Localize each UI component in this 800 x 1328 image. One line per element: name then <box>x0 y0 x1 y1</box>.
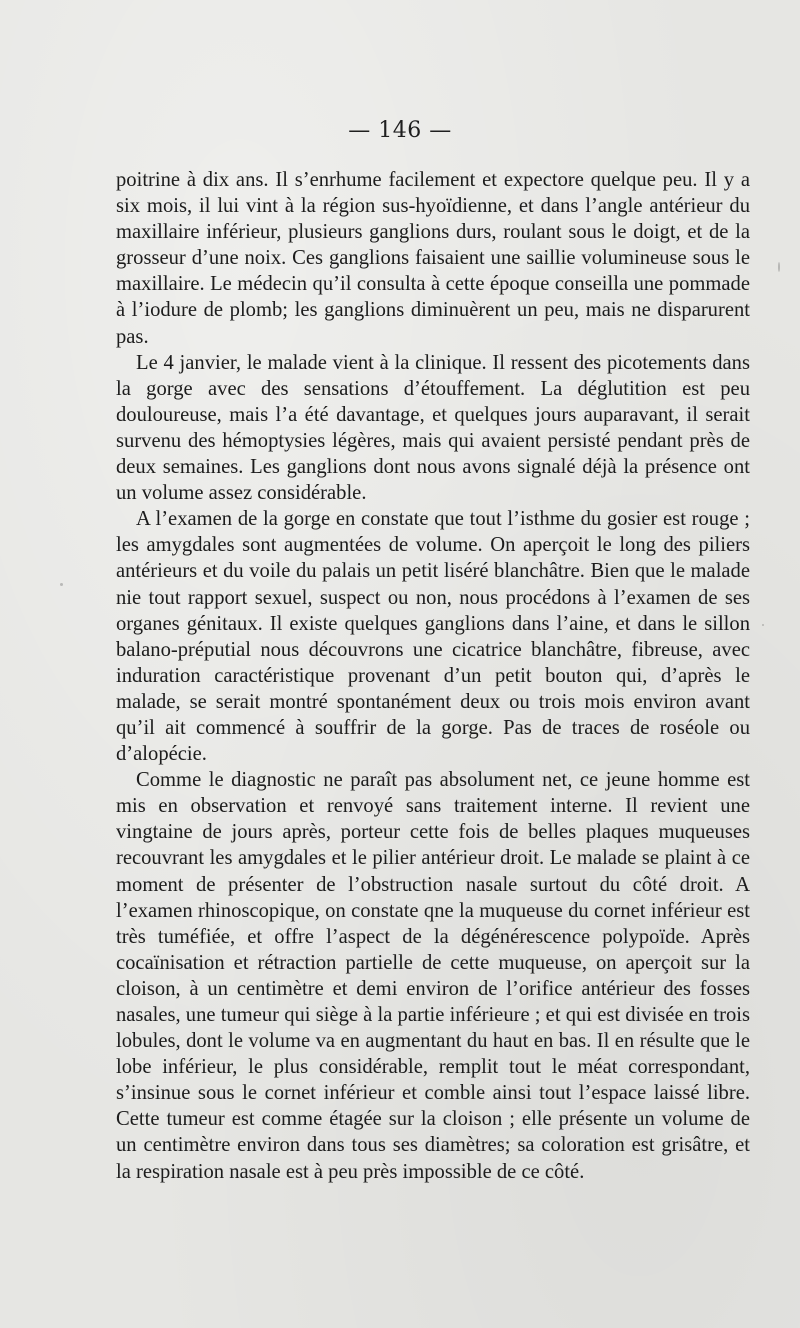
paragraph-continuation: poitrine à dix ans. Il s’enrhume facilement et expectore quelque peu. Il y a six mois, il lui vint à la région sus-hyoïdienne, et dans l’angle antérieur du maxillaire inférieur, plusieurs ganglions durs, roulant sous le doigt, et de la grosseur d’une noix. Ces ganglions faisaient une saillie volumineuse sous le maxillaire. Le médecin qu’il consulta à cette époque conseilla une pommade à l’iodure de plomb; les ganglions diminuèrent un peu, mais ne disparurent pas. <box>116 169 750 348</box>
paper-speck <box>778 262 780 272</box>
body-text <box>116 167 750 1185</box>
paper-speck <box>60 583 63 586</box>
paragraph-diagnosis: Comme le diagnostic ne paraît pas absolument net, ce jeune homme est mis en observation et renvoyé sans traitement interne. Il revient une vingtaine de jours après, porteur cette fois de belles plaques muqueuses recouvrant les amygdales et le pilier antérieur droit. Le malade se plaint à ce moment de présenter de l’obstruction nasale surtout du côté droit. A l’examen rhinoscopique, on constate qne la muqueuse du cornet inférieur est très tuméfiée, et offre l’aspect de la dégénérescence polypoïde. Après cocaïnisation et rétraction partielle de cette muqueuse, on aperçoit sur la cloison, à un centimètre et demi environ de l’orifice antérieur des fosses nasales, une tumeur qui siège à la partie inférieure ; et qui est divisée en trois lobules, dont le volume va en augmentant du haut en bas. Il en résulte que le lobe inférieur, le plus considérable, remplit tout le méat correspondant, s’insinue sous le cornet inférieur et comble ainsi tout l’espace laissé libre. Cette tumeur est comme étagée sur la cloison ; elle présente un volume de un centimètre environ dans tous ses diamètres; sa coloration est grisâtre, et la respiration nasale est à peu près impossible de ce côté. <box>116 769 750 1183</box>
paragraph-throat-exam: A l’examen de la gorge en constate que tout l’isthme du gosier est rouge ; les amygdales sont augmentées de volume. On aperçoit le long des piliers antérieurs et du voile du palais un petit liséré blanchâtre. Bien que le malade nie tout rapport sexuel, suspect ou non, nous procédons à l’examen de ses organes génitaux. Il existe quelques ganglions dans l’aine, et dans le sillon balano-préputial nous découvrons une cicatrice blanchâtre, fibreuse, avec induration caractéristique provenant d’un petit bouton qui, d’après le malade, se serait montré spontanément deux ou trois mois environ avant qu’il ait commencé à souffrir de la gorge. Pas de traces de roséole ou d’alopécie. <box>116 508 750 766</box>
paragraph-clinic-visit: Le 4 janvier, le malade vient à la clinique. Il ressent des picotements dans la gorge avec des sensations d’étouffement. La déglutition est peu douloureuse, mais l’a été davantage, et quelques jours auparavant, il serait survenu des hémoptysies légères, mais qui avaient persisté pendant près de deux semaines. Les ganglions dont nous avons signalé déjà la présence ont un volume assez considérable. <box>116 351 750 505</box>
page-number: — 146 — <box>348 118 452 143</box>
paper-speck <box>762 624 764 626</box>
